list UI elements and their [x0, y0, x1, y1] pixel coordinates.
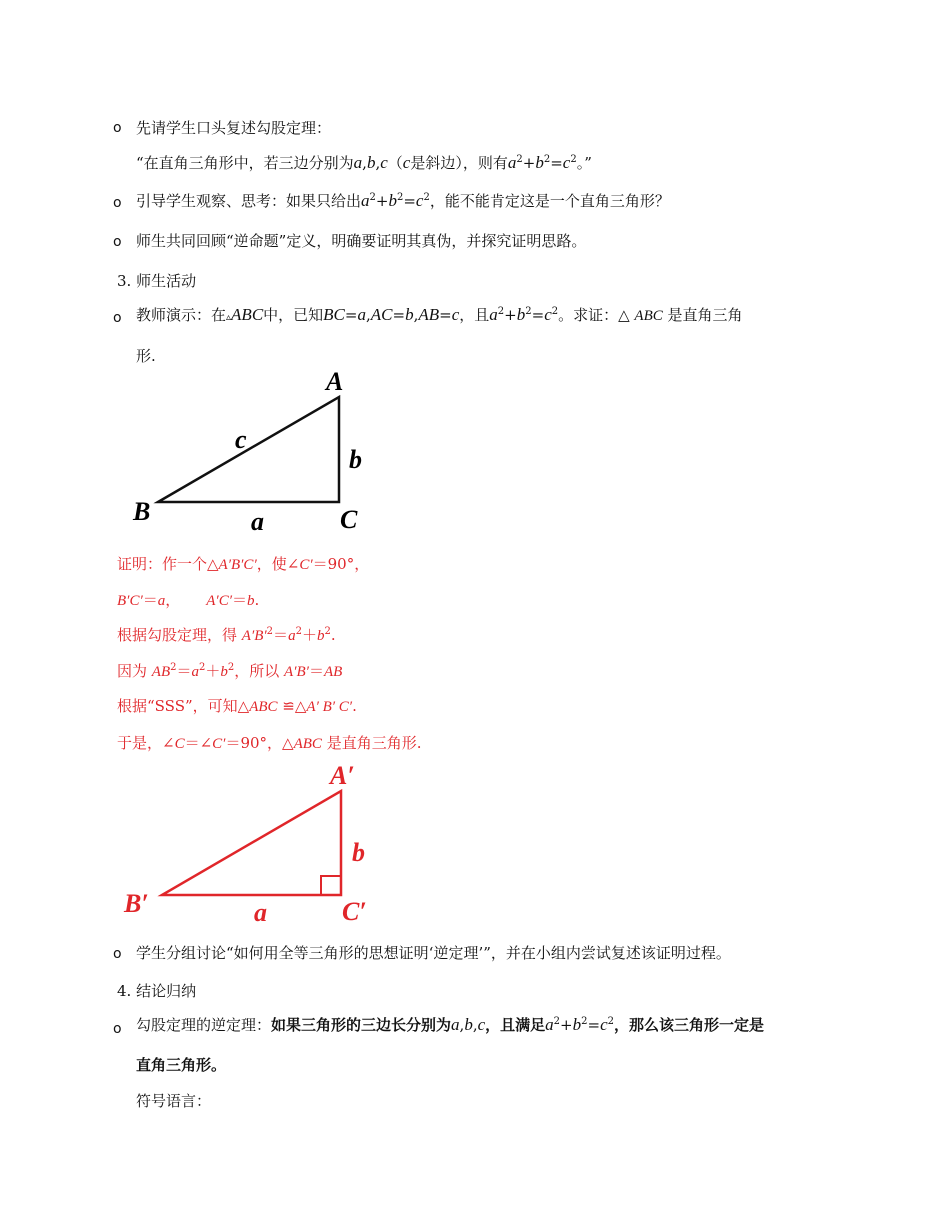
side-label-a: a	[251, 507, 264, 536]
side-label-b: b	[349, 445, 362, 474]
bullet: o	[113, 195, 122, 211]
side-label-a-prime: a	[254, 898, 267, 927]
side-label-c: c	[235, 425, 247, 454]
proof-line-4: 因为 $AB^2=a^2+b^2$，所以 A′B′＝AB	[117, 662, 343, 680]
proof-line-3: 根据勾股定理，得 $A'B'^2=a^2+b^2$.	[117, 626, 336, 644]
teacher-demo: 教师演示：在▵ABC中，已知BC=a,AC=b,AB=c，且$a^2+b^2=c^2$。求证：△ ABC 是直角三角	[136, 305, 743, 324]
converse-theorem: 勾股定理的逆定理：如果三角形的三边长分别为a,b,c，且满足$a^2+b^2=c^2$，那么该三角形一定是	[136, 1015, 764, 1034]
proof-line-2: B′C′＝a， A′C′＝b.	[117, 591, 260, 609]
teacher-demo-cont: 形.	[136, 347, 156, 365]
heading-4: 4. 结论归纳	[117, 982, 197, 1000]
side-label-b-prime: b	[352, 838, 365, 867]
converse-theorem-cont: 直角三角形。	[136, 1056, 227, 1074]
vertex-label-a-prime: A′	[330, 761, 355, 790]
proof-line-6: 于是，∠C＝∠C′＝90°，△ABC 是直角三角形.	[117, 734, 422, 752]
proof-line-1: 证明：作一个△A′B′C′，使∠C′＝90°，	[117, 555, 370, 573]
vertex-label-b-prime: B′	[124, 889, 149, 918]
vertex-label-c-prime: C′	[342, 897, 367, 926]
vertex-label-c: C	[340, 505, 358, 534]
symbol-language-label: 符号语言：	[136, 1092, 212, 1110]
triangle-a-prime-figure	[120, 760, 390, 930]
bullet: o	[113, 310, 122, 326]
bullet: o	[113, 234, 122, 250]
pythagoras-quote: “在直角三角形中，若三边分别为a,b,c（c是斜边），则有$a^2+b^2=c^2$。”	[136, 153, 592, 172]
vertex-label-a: A	[326, 368, 344, 396]
item-observe: 引导学生观察、思考：如果只给出$a^2+b^2=c^2$，能不能肯定这是一个直角三角形？	[136, 191, 670, 210]
heading-3: 3. 师生活动	[117, 272, 197, 290]
item-recite: 先请学生口头复述勾股定理：	[136, 119, 332, 137]
item-review: 师生共同回顾“逆命题”定义，明确要证明其真伪，并探究证明思路。	[136, 232, 587, 250]
proof-line-5: 根据“SSS”，可知△ABC ≌△A′ B′ C′.	[117, 697, 357, 715]
bullet: o	[113, 1021, 122, 1037]
bullet: o	[113, 946, 122, 962]
vertex-label-b: B	[133, 497, 151, 526]
triangle-abc-figure	[125, 368, 385, 538]
bullet: o	[113, 120, 122, 136]
item-group-discussion: 学生分组讨论“如何用全等三角形的思想证明‘逆定理’”，并在小组内尝试复述该证明过程。	[136, 944, 731, 962]
